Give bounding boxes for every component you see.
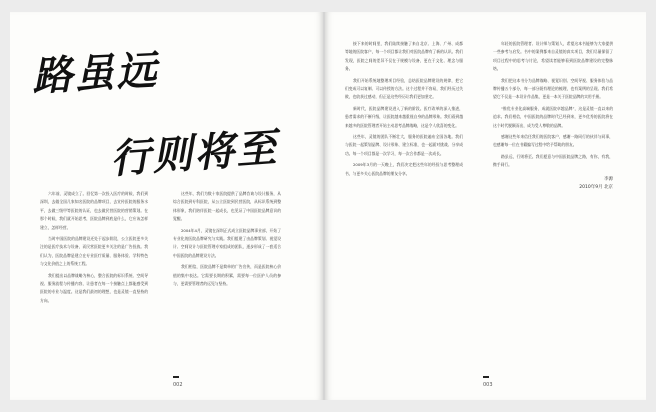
body-paragraph: 这些年，我们为数十家医院提供了品牌咨询与设计服务，从综合医院到专科医院，从公立医院到民营医院，从标识系统到整体形象，我们陪伴医院一起成长，也见证了中国医院品牌意识的觉醒。: [173, 191, 281, 222]
left-page: [10, 12, 323, 400]
right-page: [325, 12, 646, 400]
page-number-left: 002: [173, 382, 183, 388]
left-text-column-2: [173, 190, 281, 382]
signature-date: 2010年9月 北京: [579, 184, 613, 190]
signature-name: 李源: [604, 176, 613, 182]
body-paragraph: 六年前，灵镜成立了。回忆第一次投入医疗的时候，我们到深圳，去做全国几家知名医院的品牌项目，去宣传医院的服务水平，去做三级甲等医院的认证，也去做民营医院的营销策划。在那个时候，我们就开始思考，医院品牌到底是什么，它应该怎样建立，怎样经营。: [40, 191, 148, 230]
body-paragraph: 2009年3月的一天晚上，我们决定把这些年的经验与思考整理成书，与更多关心医院品牌的朋友分享。: [345, 162, 463, 176]
page-number-right: 003: [483, 382, 493, 388]
body-paragraph: 路虽远，行则将至。我们愿意与中国医院品牌之路，有你，有我，携手同行。: [493, 153, 613, 168]
body-paragraph: 2004年4月，灵镜在深圳正式成立医院品牌事业部，开始了专业化的医院品牌研究与实践。我们组建了由品牌策划、视觉设计、空间设计与医院管理专家组成的团队，逐步形成了一套适合中国医院的品牌建设方法。: [173, 227, 281, 258]
body-paragraph: 接下来的时间里，我们陆续接触了来自北京、上海、广州、成都等地的医院客户，每一个项目都让我们对医院品牌有了新的认识。我们发现，医院之间的差异不仅在于规模与设备，更在于文化、理念与服务。: [345, 41, 463, 72]
right-text-column-1: [345, 40, 463, 385]
right-text-column-2: [493, 40, 613, 385]
body-paragraph: 我们把这本书分为品牌战略、视觉识别、空间导视、服务体验与品牌传播五个部分，每一部分既有理论的梳理，也有案例的呈现。我们希望它不仅是一本设计作品集，更是一本关于医院品牌的实用手册。: [493, 77, 613, 100]
body-paragraph: 新时代，医院品牌建设进入了新的阶段。医疗改革的深入推进，患者需求的不断升级，让医院越来越重视自身的品牌形象。我们看到越来越多的医院管理者开始主动思考品牌战略，这是令人欣喜的变化。: [345, 105, 463, 128]
body-paragraph: 我们开始系统地整理项目经验，总结医院品牌建设的规律，把它们变成可以复制、可以传授的方法。这个过程并不容易，我们经历过失败，也收获过感动，但正是这些经历让我们更加坚定。: [345, 77, 463, 100]
body-paragraph: “惟优专业化高端服务，成就医院卓越品牌”，这是灵镜一直以来的追求。我们相信，中国医院的品牌时代已经到来，更多优秀的医院将在这个时代脱颖而出，成为受人尊敬的品牌。: [493, 105, 613, 128]
body-paragraph: 这些年，灵镜的团队不断壮大，服务的医院遍布全国各地。我们与医院一起策划品牌、设计形象、建立标准，也一起面对挑战、分享成功。每一个项目都是一次学习，每一次合作都是一次成长。: [345, 134, 463, 156]
left-text-column-1: [40, 190, 148, 382]
body-paragraph: 感谢这些年来信任我们的医院客户，感谢一路同行的伙伴与同事，也感谢每一位在书籍编写过程中给予帮助的朋友。: [493, 134, 613, 148]
body-paragraph: 年轻的医院管理者、设计师与策划人，希望这本书能够为大家提供一些参考与启发。书中的案例都来自灵镜的真实项目，我们尽量保留了项目过程中的思考与讨论，希望读者能够看到医院品牌建设的完整脉络。: [493, 41, 613, 72]
body-paragraph: 当时中国医院的品牌建设还处于起步阶段，公立医院更多关注的是医疗技术与设备，而民营医院更多关注的是广告投放。我们认为，医院品牌是建立在专业医疗质量、服务体验、学科特色与文化价值之上的系统工程。: [40, 236, 148, 267]
calligraphy-title-line1: 路虽远: [31, 46, 160, 101]
body-paragraph: 我们提出以品牌战略为核心，整合医院的标识系统、空间导视、服务流程与传播内容，让患者在每一个接触点上都能感受到医院的专业与温度。这是我们最初的理想，也是灵镜一直坚持的方向。: [40, 272, 148, 303]
body-paragraph: 我们相信，医院品牌不是简单的广告宣传，而是医院核心价值的集中表达。它需要长期的积累，需要每一位医护人员的参与，更需要管理者的远见与坚持。: [173, 264, 281, 287]
calligraphy-title-line2: 行则将至: [108, 124, 280, 183]
author-signature: [493, 176, 613, 192]
